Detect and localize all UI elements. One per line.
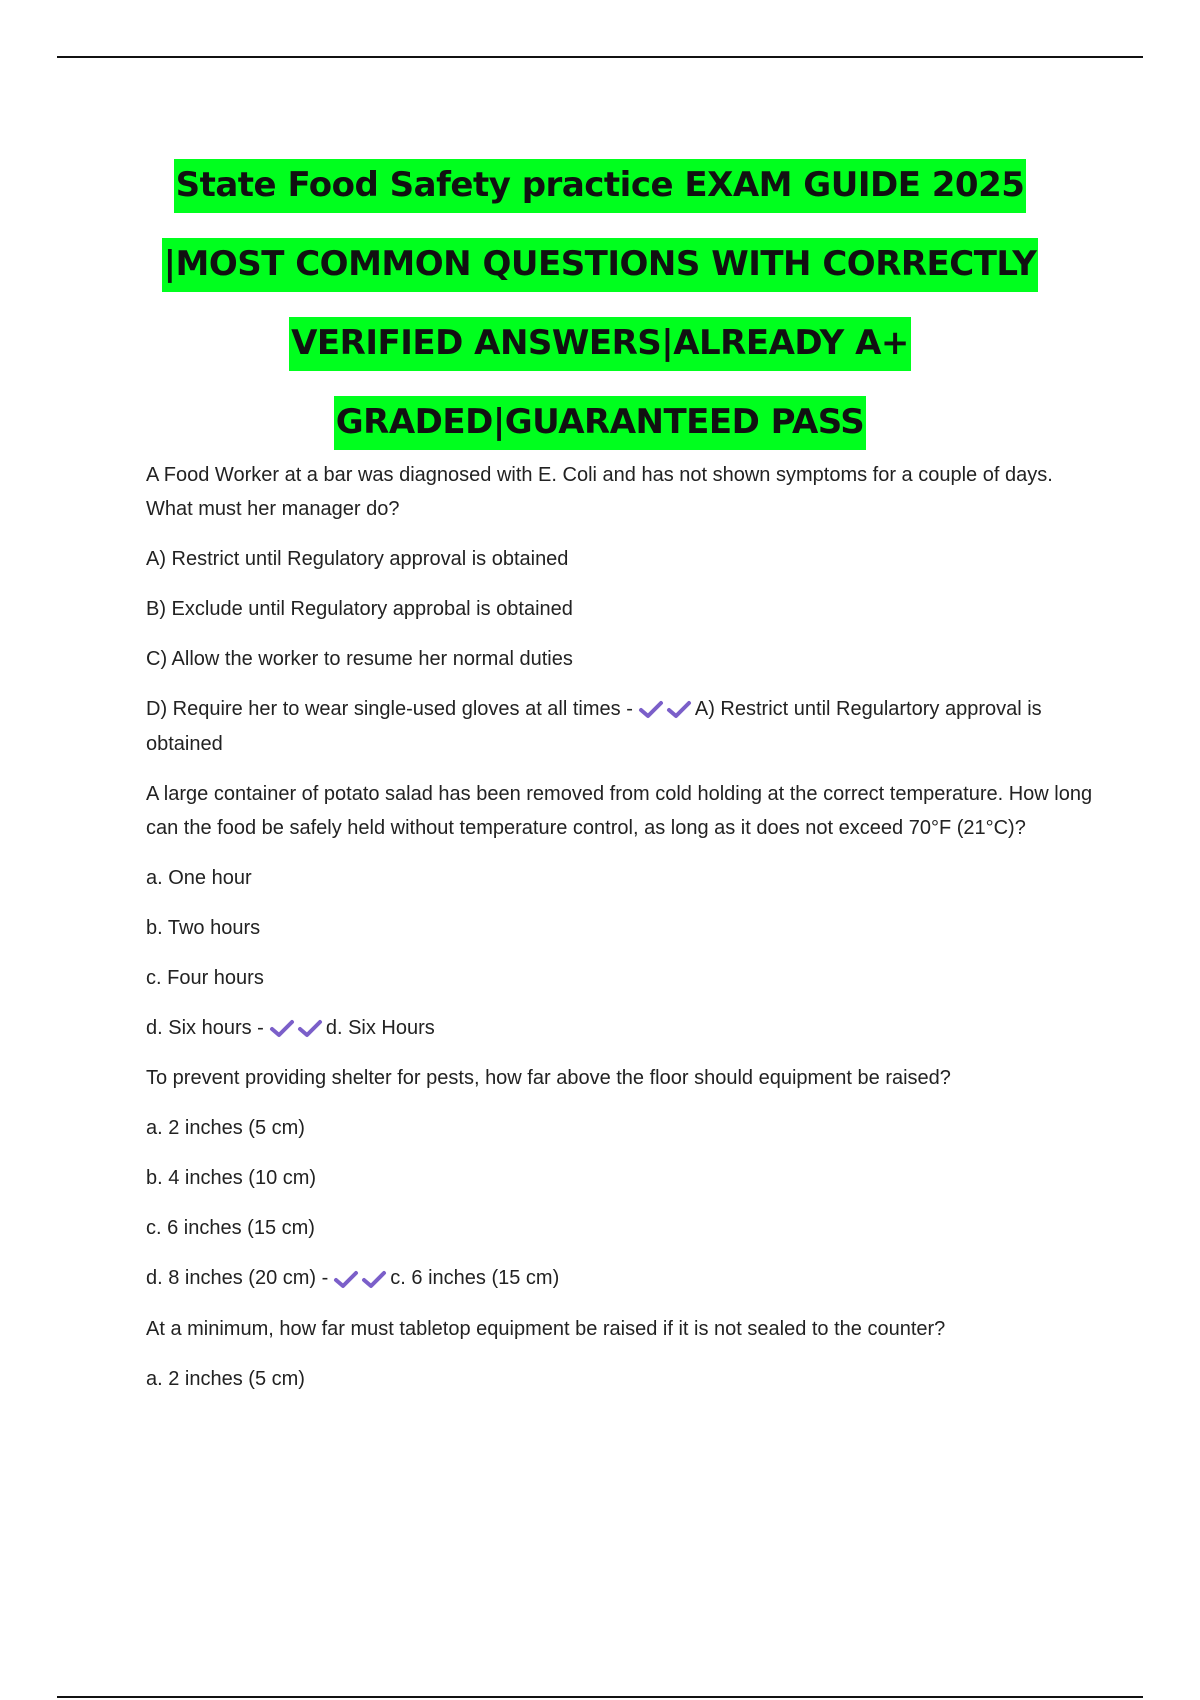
double-check-icon <box>332 1262 388 1296</box>
title-line-4: GRADED|GUARANTEED PASS <box>0 383 1200 462</box>
question-4-text: At a minimum, how far must tabletop equipment be raised if it is not sealed to the counter? <box>146 1318 946 1341</box>
title-line-1: State Food Safety practice EXAM GUIDE 2025 <box>0 146 1200 225</box>
question-2-option-d: d. Six hours - <box>146 1016 264 1039</box>
question-2-option-c: c. Four hours <box>146 966 264 989</box>
question-2-option-d-answer <box>146 1011 1096 1046</box>
title-line-2: |MOST COMMON QUESTIONS WITH CORRECTLY <box>0 225 1200 304</box>
question-1-option-a: A) Restrict until Regulatory approval is obtained <box>146 548 569 570</box>
question-1-option-b: B) Exclude until Regulatory approbal is obtained <box>146 598 573 620</box>
question-2-option-a: a. One hour <box>146 866 252 889</box>
question-2-option-b: b. Two hours <box>146 916 261 939</box>
question-1-option-d: D) Require her to wear single-used gloves at all times - <box>146 698 633 720</box>
question-2-answer: d. Six Hours <box>325 1016 435 1039</box>
bottom-rule <box>57 1696 1143 1698</box>
double-check-icon <box>637 693 693 727</box>
question-1-answer: A) Restrict until Regulartory approval is obtained <box>146 698 1042 755</box>
document-title <box>0 146 1200 462</box>
check-icon <box>666 700 692 720</box>
question-3-option-a: a. 2 inches (5 cm) <box>146 1117 305 1140</box>
question-1-option-c: C) Allow the worker to resume her normal duties <box>146 648 573 670</box>
question-1-option-d-answer <box>146 692 1096 761</box>
question-3-option-d-answer <box>146 1261 1096 1296</box>
top-rule <box>57 56 1143 58</box>
check-icon <box>638 700 664 720</box>
check-icon <box>297 1019 323 1039</box>
question-3-option-d: d. 8 inches (20 cm) - <box>146 1267 329 1290</box>
title-line-3: VERIFIED ANSWERS|ALREADY A+ <box>0 304 1200 383</box>
document-body <box>146 458 1096 1412</box>
question-3-answer: c. 6 inches (15 cm) <box>390 1267 560 1290</box>
question-3-option-b: b. 4 inches (10 cm) <box>146 1167 317 1190</box>
question-3-text: To prevent providing shelter for pests, how far above the floor should equipment be raised? <box>146 1067 951 1090</box>
question-2-text: A large container of potato salad has been removed from cold holding at the correct temperature. How long can the food be safely held without temperature control, as long as it does not exceed 70°F (21°C)? <box>146 782 1093 839</box>
question-1-text: A Food Worker at a bar was diagnosed with E. Coli and has not shown symptoms for a couple of days. What must her manager do? <box>146 464 1053 520</box>
question-4-option-a: a. 2 inches (5 cm) <box>146 1368 305 1391</box>
question-3-option-c: c. 6 inches (15 cm) <box>146 1217 315 1240</box>
check-icon <box>269 1019 295 1039</box>
check-icon <box>333 1270 359 1290</box>
double-check-icon <box>268 1011 324 1045</box>
check-icon <box>361 1270 387 1290</box>
